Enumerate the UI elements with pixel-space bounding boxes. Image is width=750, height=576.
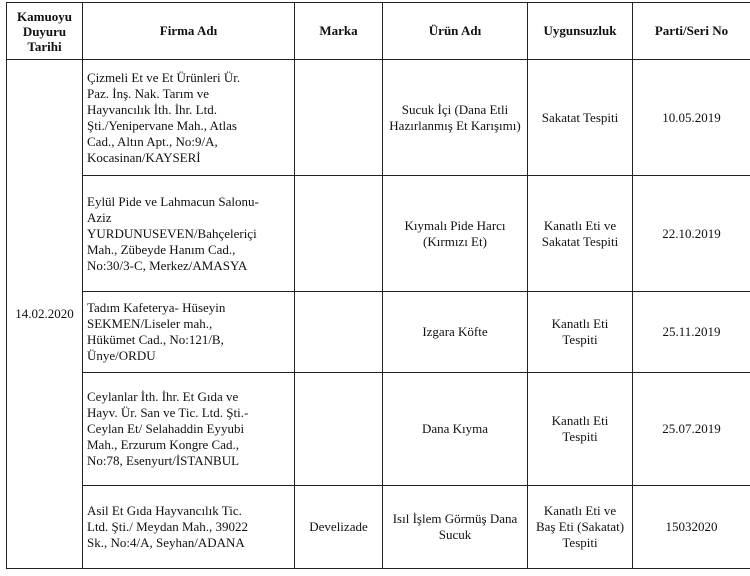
issue-cell: Sakatat Tespiti [528,60,633,176]
table-row [7,176,750,292]
batch-cell: 15032020 [633,486,750,569]
table-header-row [7,3,750,60]
header-brand: Marka [295,3,383,60]
table-row [7,373,750,486]
header-product: Ürün Adı [383,3,528,60]
table-row [7,292,750,373]
issue-cell: Kanatlı Eti Tespiti [528,292,633,373]
recall-table [6,2,750,569]
issue-cell: Kanatlı Eti ve Baş Eti (Sakatat) Tespiti [528,486,633,569]
brand-cell: Develizade [295,486,383,569]
product-cell: Izgara Köfte [383,292,528,373]
brand-cell [295,60,383,176]
brand-cell [295,176,383,292]
firm-cell: Tadım Kafeterya- Hüseyin SEKMEN/Liseler mah., Hükümet Cad., No:121/B, Ünye/ORDU [83,292,295,373]
issue-cell: Kanatlı Eti Tespiti [528,373,633,486]
header-issue: Uygunsuzluk [528,3,633,60]
firm-cell: Çizmeli Et ve Et Ürünleri Ür. Paz. İnş. Nak. Tarım ve Hayvancılık İth. İhr. Ltd. Şti./Yenipervane Mah., Atlas Cad., Altın Apt., No:9/A, Kocasinan/KAYSERİ [83,60,295,176]
brand-cell [295,292,383,373]
header-firm: Firma Adı [83,3,295,60]
product-cell: Isıl İşlem Görmüş Dana Sucuk [383,486,528,569]
firm-cell: Asil Et Gıda Hayvancılık Tic. Ltd. Şti./ Meydan Mah., 39022 Sk., No:4/A, Seyhan/ADANA [83,486,295,569]
product-cell: Sucuk İçi (Dana Etli Hazırlanmış Et Karışımı) [383,60,528,176]
issue-cell: Kanatlı Eti ve Sakatat Tespiti [528,176,633,292]
firm-cell: Eylül Pide ve Lahmacun Salonu- Aziz YURDUNUSEVEN/Bahçeleriçi Mah., Zübeyde Hanım Cad., No:30/3-C, Merkez/AMASYA [83,176,295,292]
firm-cell: Ceylanlar İth. İhr. Et Gıda ve Hayv. Ür. San ve Tic. Ltd. Şti.- Ceylan Et/ Selahaddin Eyyubi Mah., Erzurum Kongre Cad., No:78, Esenyurt/İSTANBUL [83,373,295,486]
product-cell: Kıymalı Pide Harcı (Kırmızı Et) [383,176,528,292]
brand-cell [295,373,383,486]
table-row [7,486,750,569]
batch-cell: 22.10.2019 [633,176,750,292]
batch-cell: 25.07.2019 [633,373,750,486]
table-row [7,60,750,176]
announcement-date: 14.02.2020 [7,60,83,569]
batch-cell: 10.05.2019 [633,60,750,176]
header-batch: Parti/Seri No [633,3,750,60]
product-cell: Dana Kıyma [383,373,528,486]
header-date: Kamuoyu Duyuru Tarihi [7,3,83,60]
batch-cell: 25.11.2019 [633,292,750,373]
